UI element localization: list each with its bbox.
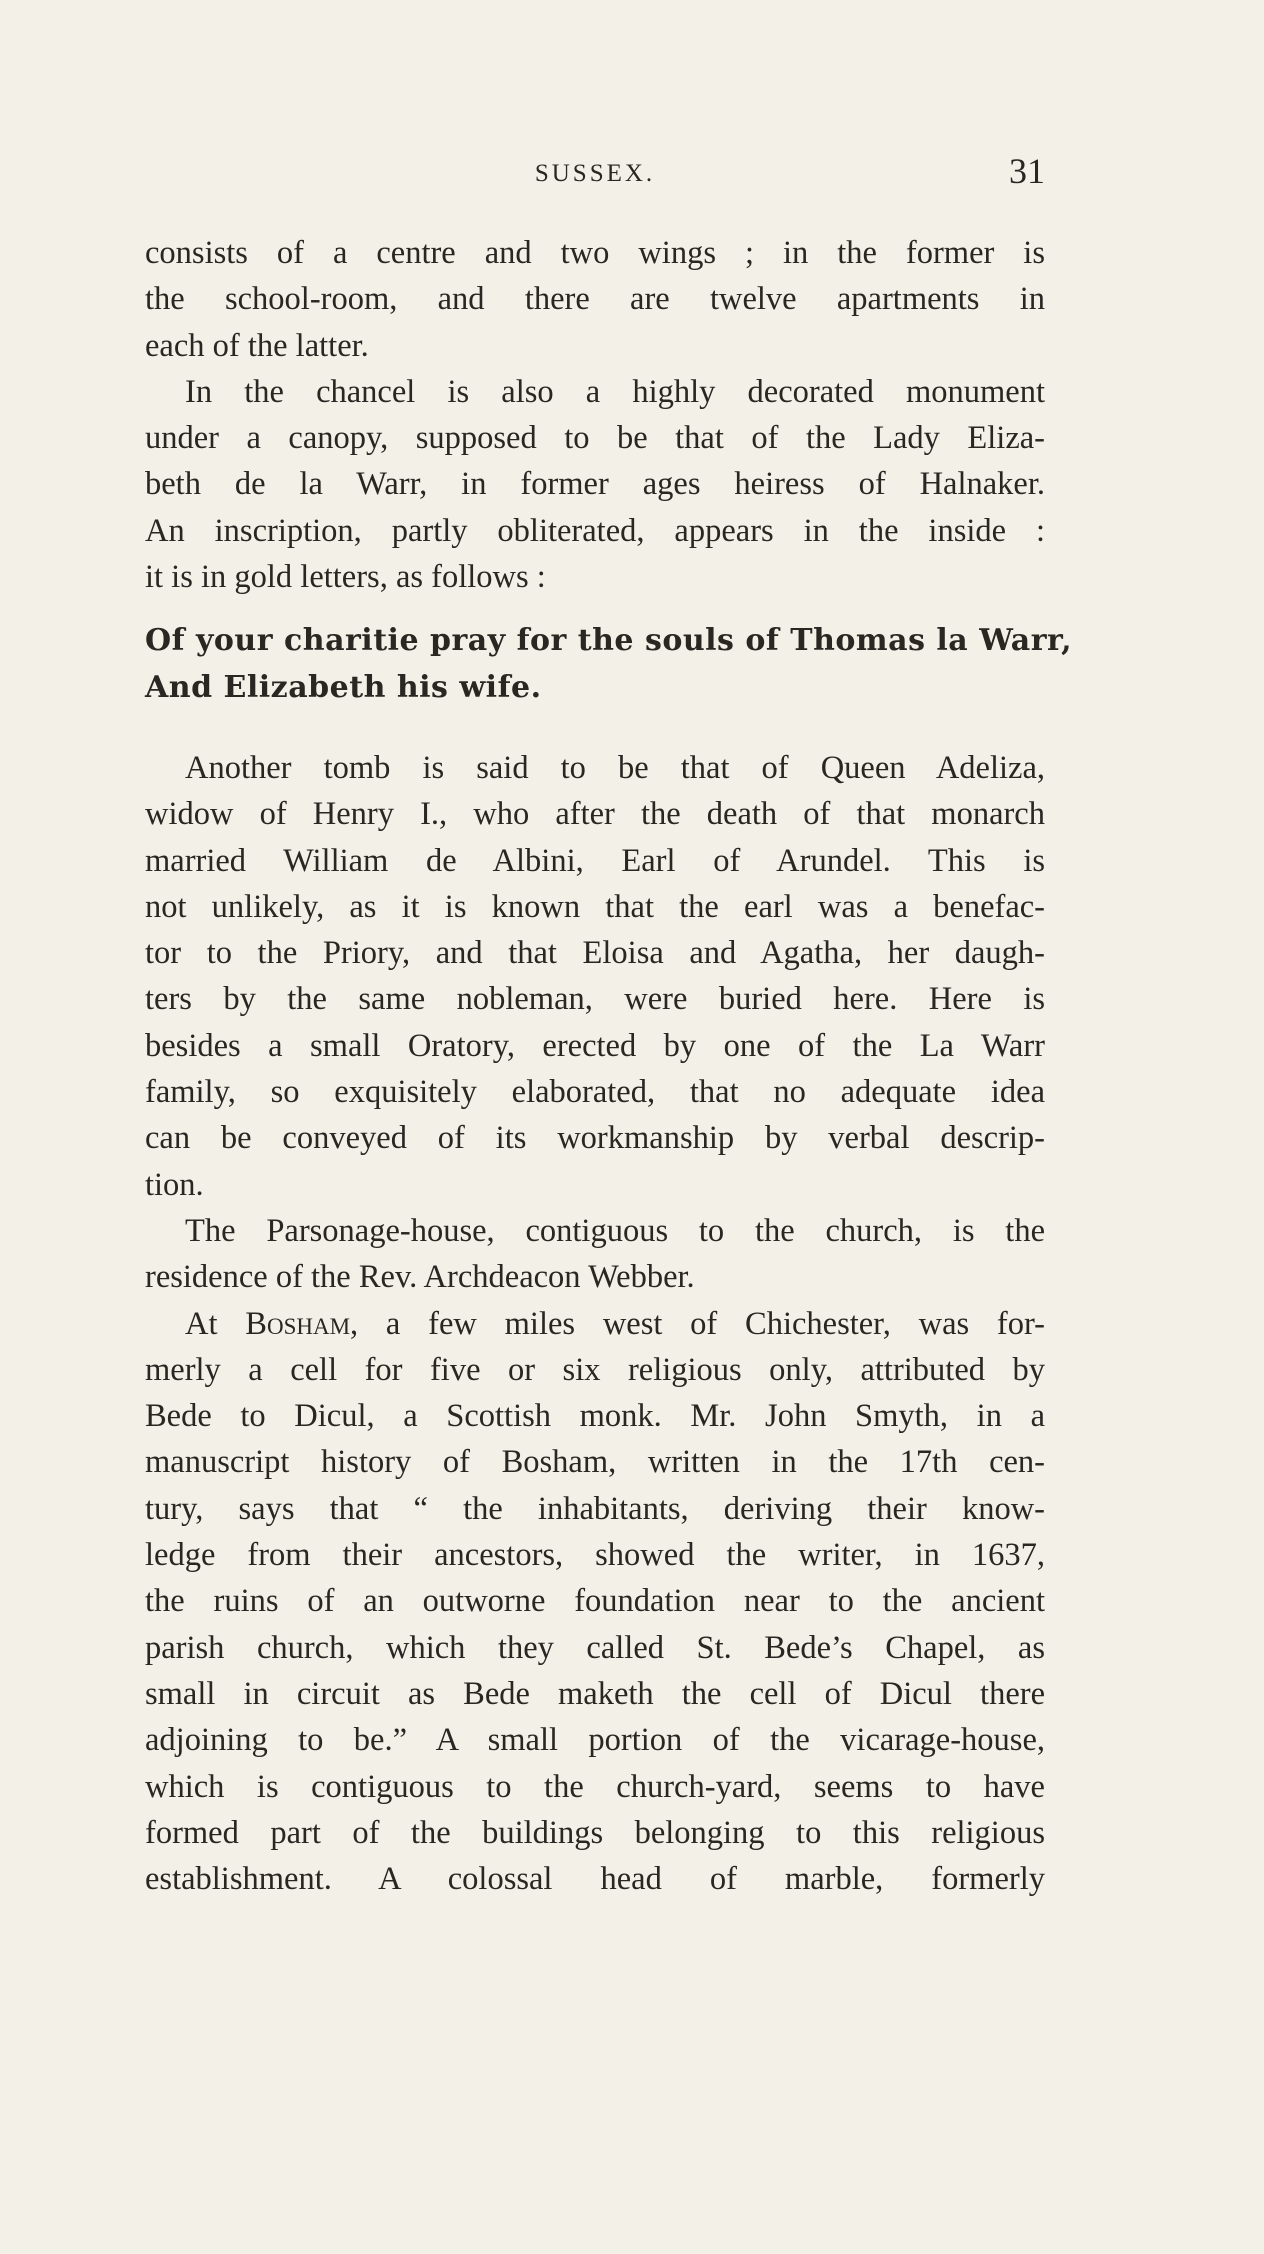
text-line: merly a cell for five or six religious only, attributed by [145,1351,1045,1388]
text-line: Another tomb is said to be that of Queen Adeliza, [185,749,1045,786]
text-line: the school-room, and there are twelve apartments in [145,281,1045,318]
text-line: residence of the Rev. Archdeacon Webber. [145,1259,695,1296]
text-line: consists of a centre and two wings ; in the former is [145,235,1045,271]
text-line: In the chancel is also a highly decorated monument [185,373,1045,410]
text-line: it is in gold letters, as follows : [145,559,546,596]
page-number: 31 [1009,151,1045,191]
text-line: family, so exquisitely elaborated, that no adequate idea [145,1074,1045,1111]
text-line: ledge from their ancestors, showed the writer, in 1637, [145,1537,1045,1574]
text-span: , a few miles west of Chichester, was for- [350,1305,1045,1342]
text-line: parish church, which they called St. Bede’s Chapel, as [145,1629,1045,1666]
text-line: manuscript history of Bosham, written in the 17th cen- [145,1444,1045,1481]
text-line: ters by the same nobleman, were buried here. Here is [145,981,1045,1018]
text-line: under a canopy, supposed to be that of the Lady Eliza- [145,420,1045,457]
page-header [145,150,1045,200]
text-line: An inscription, partly obliterated, appears in the inside : [145,512,1045,549]
text-line: which is contiguous to the church-yard, seems to have [145,1768,1045,1805]
place-name: Bosham [245,1305,351,1342]
text-line: can be conveyed of its workmanship by verbal descrip- [145,1120,1045,1157]
text-line: not unlikely, as it is known that the earl was a benefac- [145,888,1045,925]
text-line: widow of Henry I., who after the death of that monarch [145,796,1045,833]
text-line: The Parsonage-house, contiguous to the church, is the [185,1212,1045,1249]
text-line: formed part of the buildings belonging to this religious [145,1814,1045,1851]
text-line: Bede to Dicul, a Scottish monk. Mr. John Smyth, in a [145,1398,1045,1435]
text-line: beth de la Warr, in former ages heiress of Halnaker. [145,466,1045,503]
inscription-line: Of your charitie pray for the souls of Thomas la Warr, [145,623,1073,659]
running-title: SUSSEX. [534,160,656,187]
text-line: the ruins of an outworne foundation near to the ancient [145,1583,1045,1620]
text-line [145,1301,1045,1347]
text-line: besides a small Oratory, erected by one of the La Warr [145,1027,1045,1064]
text-line: each of the latter. [145,327,369,364]
text-line: establishment. A colossal head of marble, formerly [145,1861,1045,1898]
text-line: tion. [145,1166,204,1203]
text-line: adjoining to be.” A small portion of the vicarage-house, [145,1722,1045,1759]
body-text [145,230,1073,1902]
text-span: At [185,1305,246,1342]
text-line: tor to the Priory, and that Eloisa and Agatha, her daugh- [145,935,1045,972]
text-line: married William de Albini, Earl of Arundel. This is [145,842,1045,879]
inscription-line: And Elizabeth his wife. [145,669,542,705]
text-line: small in circuit as Bede maketh the cell of Dicul there [145,1675,1045,1712]
text-line: tury, says that “ the inhabitants, deriving their know- [145,1490,1045,1527]
